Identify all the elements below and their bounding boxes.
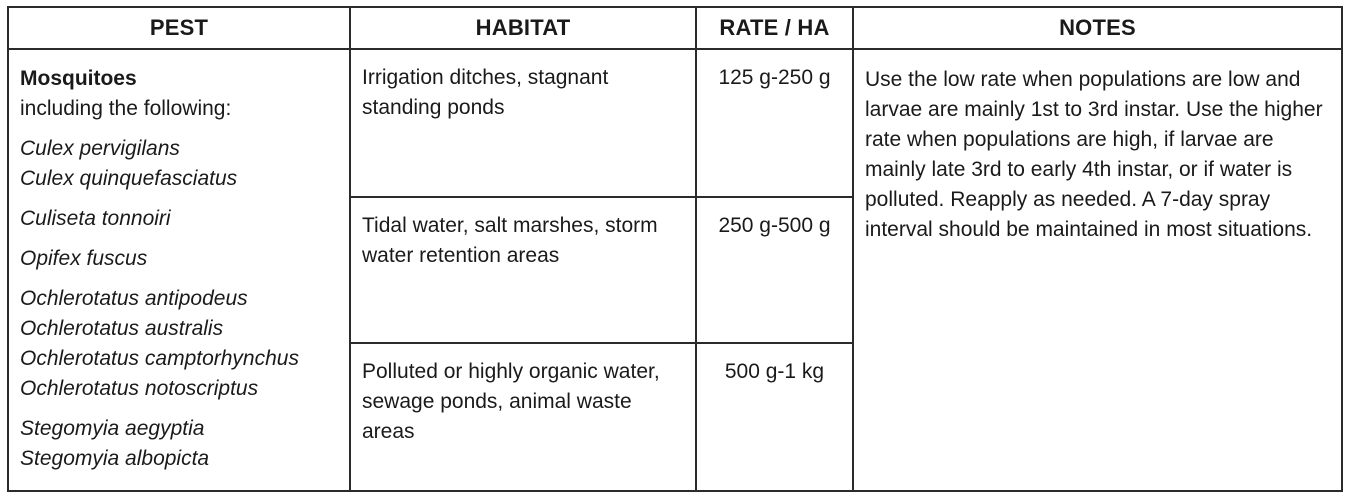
notes-cell: Use the low rate when populations are low and larvae are mainly 1st to 3rd instar. Use the higher rate when populations are high, if larvae are mainly late 3rd to early 4th instar, or if water is polluted. Reapply as needed. A 7-day spray interval should be maintained in most situations. <box>853 49 1342 491</box>
species-name: Stegomyia aegyptia <box>20 417 205 440</box>
header-notes: NOTES <box>853 7 1342 49</box>
species-group <box>20 204 339 234</box>
species-name: Culiseta tonnoiri <box>20 207 171 230</box>
species-name: Culex quinquefasciatus <box>20 167 238 190</box>
habitat-cell: Polluted or highly organic water, sewage ponds, animal waste areas <box>350 343 696 491</box>
rate-cell: 250 g-500 g <box>696 197 853 343</box>
species-name: Ochlerotatus camptorhynchus <box>20 347 299 370</box>
habitat-cell: Irrigation ditches, stagnant standing ponds <box>350 49 696 197</box>
rate-cell: 500 g-1 kg <box>696 343 853 491</box>
rate-cell: 125 g-250 g <box>696 49 853 197</box>
pest-title: Mosquitoes <box>20 67 137 90</box>
table-row <box>8 49 1342 197</box>
species-group <box>20 284 339 404</box>
pest-cell <box>8 49 350 491</box>
header-row <box>8 7 1342 49</box>
header-habitat: HABITAT <box>350 7 696 49</box>
pest-rate-table <box>7 6 1343 492</box>
header-rate: RATE / HA <box>696 7 853 49</box>
species-name: Ochlerotatus antipodeus <box>20 287 248 310</box>
species-group <box>20 244 339 274</box>
species-name: Stegomyia albopicta <box>20 447 210 470</box>
species-name: Opifex fuscus <box>20 247 148 270</box>
habitat-cell: Tidal water, salt marshes, storm water retention areas <box>350 197 696 343</box>
species-name: Culex pervigilans <box>20 137 180 160</box>
header-pest: PEST <box>8 7 350 49</box>
species-group <box>20 414 339 474</box>
species-group <box>20 134 339 194</box>
pest-subtitle: including the following: <box>20 97 232 120</box>
species-list <box>20 134 339 474</box>
species-name: Ochlerotatus australis <box>20 317 224 340</box>
species-name: Ochlerotatus notoscriptus <box>20 377 259 400</box>
